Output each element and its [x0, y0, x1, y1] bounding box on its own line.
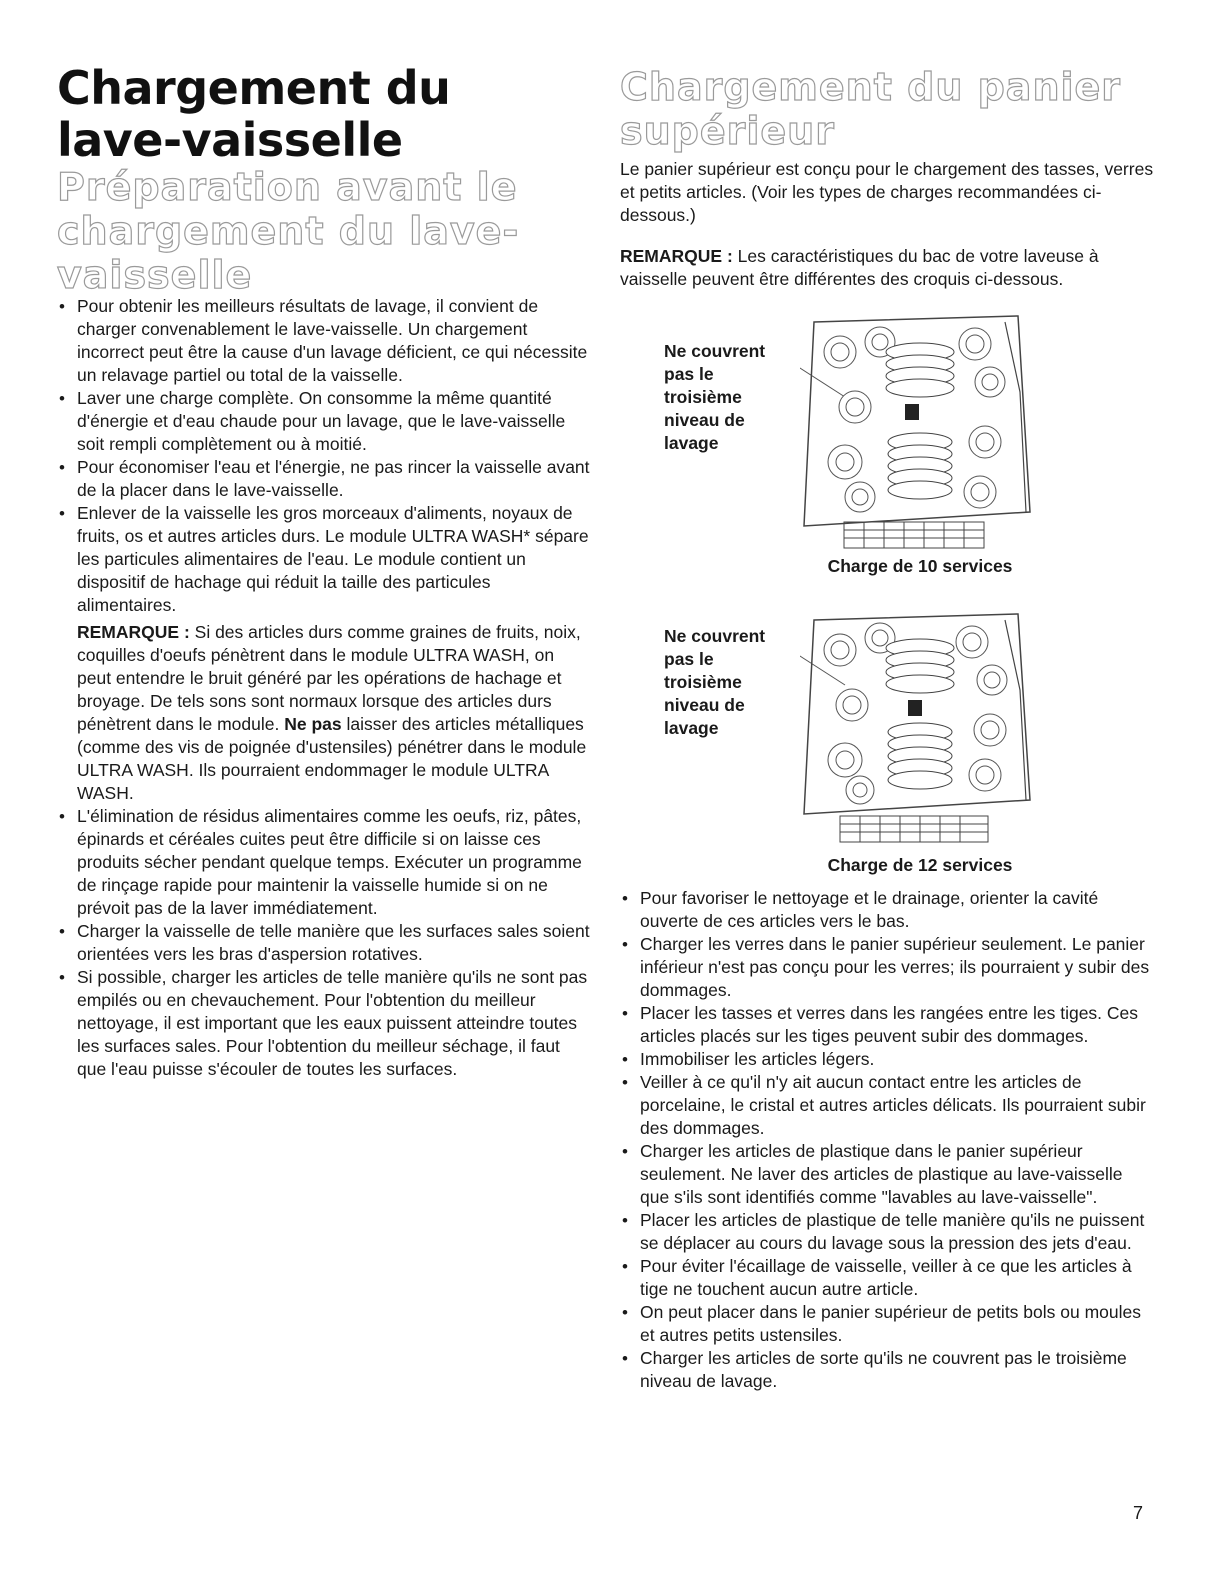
list-item: • Placer les tasses et verres dans les rangées entre les tiges. Ces articles placés sur les tiges peuvent subir des dommages.: [620, 1002, 1155, 1048]
heading-line: supérieur: [620, 109, 835, 153]
list-item: • Si possible, charger les articles de telle manière qu'ils ne sont pas empilés ou en chevauchement. Pour l'obtention du meilleur nettoyage, il est important que les eaux puissent atteindre toutes les surfaces sales. Pour l'obtention du meilleur séchage, il faut que l'eau puisse s'écouler de toutes les surfaces.: [57, 966, 592, 1081]
upper-rack-list: [620, 887, 1155, 1393]
list-item: • Charger les verres dans le panier supérieur seulement. Le panier inférieur n'est pas conçu pour les verres; ils pourraient y subir des dommages.: [620, 933, 1155, 1002]
list-item: • Veiller à ce qu'il n'y ait aucun contact entre les articles de porcelaine, le cristal et autres articles délicats. Ils pourraient subir des dommages.: [620, 1071, 1155, 1140]
heading-line: vaisselle: [57, 253, 253, 297]
heading-line: chargement du lave-: [57, 209, 520, 253]
page-title: [57, 62, 450, 166]
list-item: • L'élimination de résidus alimentaires comme les oeufs, riz, pâtes, épinards et céréales cuites peut être difficile si on laisse ces produits sécher pendant quelque temps. Exécuter un programme de rinçage rapide pour maintenir la vaisselle humide si on ne prévoit pas de la laver immédiatement.: [57, 805, 592, 920]
list-item: • Charger les articles de plastique dans le panier supérieur seulement. Ne laver des articles de plastique au lave-vaisselle que s'ils sont identifiés comme "lavables au lave-vaisselle".: [620, 1140, 1155, 1209]
page-number: 7: [1133, 1503, 1144, 1523]
list-item: • Charger les articles de sorte qu'ils ne couvrent pas le troisième niveau de lavage.: [620, 1347, 1155, 1393]
heading-line: Chargement du panier: [620, 65, 1122, 109]
preparation-list: [57, 295, 592, 1081]
callout-label-1: Ne couvrent pas le troisième niveau de lavage: [664, 341, 766, 453]
intro-paragraph: Le panier supérieur est conçu pour le chargement des tasses, verres et petits articles. (Voir les types de charges recommandées ci-dessous.): [620, 159, 1154, 225]
list-item: • Pour favoriser le nettoyage et le drainage, orienter la cavité ouverte de ces articles vers le bas.: [620, 887, 1155, 933]
list-item: • Pour économiser l'eau et l'énergie, ne pas rincer la vaisselle avant de la placer dans le lave-vaisselle.: [57, 456, 592, 502]
list-item: • Enlever de la vaisselle les gros morceaux d'aliments, noyaux de fruits, os et autres articles durs. Le module ULTRA WASH* sépare les particules alimentaires de l'eau. Le module contient un dispositif de hachage qui réduit la taille des particules alimentaires. REMARQUE : Si des articles durs comme graines de fruits, noix, coquilles d'oeufs pénètrent dans le module ULTRA WASH, on peut entendre le bruit généré par les opérations de hachage et broyage. De tels sons sont normaux lorsque des articles durs pénètrent dans le module. Ne pas laisser des articles métalliques (comme des vis de poignée d'ustensiles) pénétrer dans le module ULTRA WASH. Ils pourraient endommager le module ULTRA WASH.: [57, 502, 592, 805]
caption-12-services: Charge de 12 services: [827, 855, 1013, 875]
list-item: • Laver une charge complète. On consomme la même quantité d'énergie et d'eau chaude pour un lavage, que le lave-vaisselle soit rempli complètement ou à moitié.: [57, 387, 592, 456]
section-heading-preparation: [57, 165, 519, 297]
section-heading-upper-rack: [620, 65, 1121, 153]
title-line-1: Chargement du: [57, 61, 451, 115]
rack-illustration-12-services: [800, 610, 1032, 850]
note-ultra-wash: REMARQUE : Si des articles durs comme graines de fruits, noix, coquilles d'oeufs pénètrent dans le module ULTRA WASH, on peut entendre le bruit généré par les opérations de hachage et broyage. De tels sons sont normaux lorsque des articles durs pénètrent dans le module. Ne pas laisser des articles métalliques (comme des vis de poignée d'ustensiles) pénétrer dans le module ULTRA WASH. Ils pourraient endommager le module ULTRA WASH.: [77, 622, 587, 803]
rack-illustration-10-services: [800, 312, 1032, 552]
list-item: • Pour éviter l'écaillage de vaisselle, veiller à ce que les articles à tige ne touchent aucun autre article.: [620, 1255, 1155, 1301]
heading-line: Préparation avant le: [57, 165, 518, 209]
note-paragraph: REMARQUE : Les caractéristiques du bac de votre laveuse à vaisselle peuvent être différentes des croquis ci-dessous.: [620, 246, 1099, 289]
list-item: • Charger la vaisselle de telle manière que les surfaces sales soient orientées vers les bras d'aspersion rotatives.: [57, 920, 592, 966]
list-item: • Pour obtenir les meilleurs résultats de lavage, il convient de charger convenablement le lave-vaisselle. Un chargement incorrect peut être la cause d'un lavage déficient, ce qui nécessite un relavage partiel ou total de la vaisselle.: [57, 295, 592, 387]
title-line-2: lave-vaisselle: [57, 113, 403, 167]
caption-10-services: Charge de 10 services: [827, 556, 1013, 576]
list-item: • Placer les articles de plastique de telle manière qu'ils ne puissent se déplacer au cours du lavage sous la pression des jets d'eau.: [620, 1209, 1155, 1255]
list-item: • On peut placer dans le panier supérieur de petits bols ou moules et autres petits ustensiles.: [620, 1301, 1155, 1347]
list-item: • Immobiliser les articles légers.: [620, 1048, 1155, 1071]
callout-label-2: Ne couvrent pas le troisième niveau de lavage: [664, 626, 766, 738]
